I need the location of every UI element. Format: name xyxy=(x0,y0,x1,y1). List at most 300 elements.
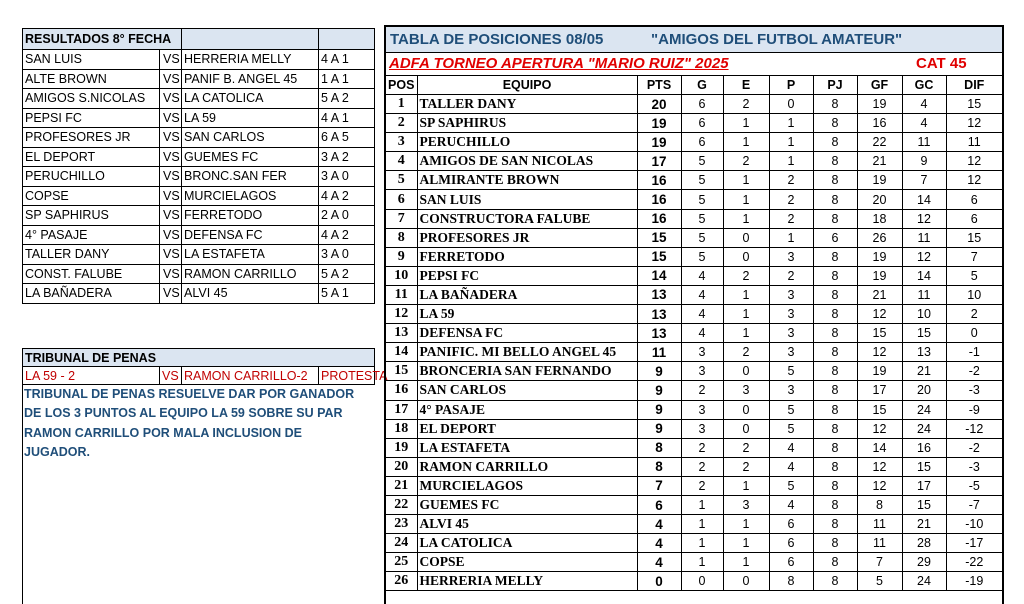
standings-cell-pts: 13 xyxy=(637,285,681,304)
standings-cell-gc: 16 xyxy=(902,438,946,457)
standings-cell-g: 2 xyxy=(681,457,723,476)
standings-cell-g: 1 xyxy=(681,495,723,514)
result-away: LA CATOLICA xyxy=(182,89,319,109)
result-home: 4° PASAJE xyxy=(23,225,160,245)
standings-cell-pj: 8 xyxy=(813,114,857,133)
standings-cell-e: 1 xyxy=(723,285,769,304)
standings-cell-g: 1 xyxy=(681,515,723,534)
standings-cell-pos: 14 xyxy=(386,343,417,362)
standings-cell-pts: 19 xyxy=(637,133,681,152)
standings-cell-e: 1 xyxy=(723,209,769,228)
standings-cell-pos: 21 xyxy=(386,476,417,495)
result-row xyxy=(23,167,375,187)
column-header-pts: PTS xyxy=(637,76,681,95)
standings-cell-team: MURCIELAGOS xyxy=(417,476,637,495)
standings-cell-gf: 12 xyxy=(857,476,902,495)
standings-cell-pos: 16 xyxy=(386,381,417,400)
standings-cell-gf: 21 xyxy=(857,152,902,171)
standings-cell-pts: 15 xyxy=(637,228,681,247)
standings-row xyxy=(386,95,1002,114)
standings-cell-pts: 20 xyxy=(637,95,681,114)
standings-cell-gc: 28 xyxy=(902,534,946,553)
standings-cell-gc: 11 xyxy=(902,285,946,304)
standings-cell-e: 1 xyxy=(723,133,769,152)
standings-cell-team: FERRETODO xyxy=(417,247,637,266)
column-header-gc: GC xyxy=(902,76,946,95)
standings-cell-e: 3 xyxy=(723,381,769,400)
tribunal-ruling-line: RAMON CARRILLO POR MALA INCLUSION DE xyxy=(24,425,302,440)
standings-cell-pos: 11 xyxy=(386,285,417,304)
tribunal-case-status: PROTESTA xyxy=(319,367,375,385)
standings-cell-g: 4 xyxy=(681,266,723,285)
standings-cell-pj: 8 xyxy=(813,266,857,285)
result-vs: VS xyxy=(160,69,182,89)
result-away: RAMON CARRILLO xyxy=(182,264,319,284)
tribunal-ruling-line: JUGADOR. xyxy=(24,444,90,459)
standings-cell-e: 2 xyxy=(723,266,769,285)
standings-cell-p: 5 xyxy=(769,362,813,381)
standings-title-row xyxy=(386,27,1002,53)
standings-cell-dif: 15 xyxy=(946,228,1002,247)
standings-row xyxy=(386,534,1002,553)
result-away: FERRETODO xyxy=(182,206,319,226)
standings-cell-e: 0 xyxy=(723,228,769,247)
standings-cell-gc: 15 xyxy=(902,495,946,514)
standings-row xyxy=(386,266,1002,285)
result-home: PROFESORES JR xyxy=(23,128,160,148)
standings-cell-dif: -2 xyxy=(946,362,1002,381)
standings-cell-gc: 4 xyxy=(902,95,946,114)
standings-cell-p: 2 xyxy=(769,209,813,228)
standings-row xyxy=(386,133,1002,152)
standings-cell-g: 3 xyxy=(681,419,723,438)
standings-cell-g: 6 xyxy=(681,133,723,152)
result-vs: VS xyxy=(160,245,182,265)
column-header-equipo: EQUIPO xyxy=(417,76,637,95)
standings-cell-pj: 8 xyxy=(813,247,857,266)
standings-cell-gf: 12 xyxy=(857,343,902,362)
standings-cell-pos: 12 xyxy=(386,305,417,324)
standings-cell-gf: 15 xyxy=(857,400,902,419)
standings-cell-dif: 5 xyxy=(946,266,1002,285)
standings-cell-e: 1 xyxy=(723,515,769,534)
standings-cell-gc: 14 xyxy=(902,190,946,209)
standings-cell-pj: 8 xyxy=(813,362,857,381)
standings-row xyxy=(386,171,1002,190)
standings-cell-pos: 17 xyxy=(386,400,417,419)
standings-cell-gf: 19 xyxy=(857,247,902,266)
column-header-p: P xyxy=(769,76,813,95)
standings-cell-gc: 21 xyxy=(902,515,946,534)
standings-row xyxy=(386,324,1002,343)
standings-cell-team: LA BAÑADERA xyxy=(417,285,637,304)
standings-cell-g: 5 xyxy=(681,228,723,247)
tribunal-case-home: LA 59 - 2 xyxy=(23,367,160,385)
standings-cell-pj: 8 xyxy=(813,495,857,514)
standings-cell-g: 3 xyxy=(681,362,723,381)
standings-cell-p: 3 xyxy=(769,305,813,324)
standings-cell-gc: 20 xyxy=(902,381,946,400)
standings-cell-dif: -3 xyxy=(946,381,1002,400)
column-header-g: G xyxy=(681,76,723,95)
standings-cell-p: 1 xyxy=(769,114,813,133)
column-header-e: E xyxy=(723,76,769,95)
standings-cell-gf: 19 xyxy=(857,362,902,381)
result-away: SAN CARLOS xyxy=(182,128,319,148)
standings-cell-pj: 8 xyxy=(813,515,857,534)
result-score: 1 A 1 xyxy=(319,69,375,89)
result-score: 4 A 2 xyxy=(319,225,375,245)
standings-cell-g: 1 xyxy=(681,553,723,572)
standings-cell-e: 0 xyxy=(723,400,769,419)
standings-cell-gf: 26 xyxy=(857,228,902,247)
standings-row xyxy=(386,457,1002,476)
result-away: PANIF B. ANGEL 45 xyxy=(182,69,319,89)
tribunal-ruling-line: TRIBUNAL DE PENAS RESUELVE DAR POR GANADOR xyxy=(24,387,355,401)
standings-cell-dif: -1 xyxy=(946,343,1002,362)
standings-cell-g: 4 xyxy=(681,324,723,343)
result-row xyxy=(23,128,375,148)
results-title: RESULTADOS 8° FECHA xyxy=(23,29,182,50)
standings-cell-pos: 22 xyxy=(386,495,417,514)
standings-cell-team: RAMON CARRILLO xyxy=(417,457,637,476)
standings-cell-pj: 8 xyxy=(813,534,857,553)
standings-cell-gf: 16 xyxy=(857,114,902,133)
standings-cell-e: 1 xyxy=(723,324,769,343)
result-score: 3 A 2 xyxy=(319,147,375,167)
column-header-pos: POS xyxy=(386,76,417,95)
standings-cell-gf: 19 xyxy=(857,95,902,114)
column-header-pj: PJ xyxy=(813,76,857,95)
standings-cell-pts: 15 xyxy=(637,247,681,266)
standings-cell-gf: 12 xyxy=(857,305,902,324)
results-table xyxy=(22,28,375,304)
result-away: BRONC.SAN FER xyxy=(182,167,319,187)
standings-cell-gf: 7 xyxy=(857,553,902,572)
standings-cell-p: 4 xyxy=(769,457,813,476)
result-row xyxy=(23,206,375,226)
standings-cell-e: 0 xyxy=(723,362,769,381)
standings-cell-pos: 18 xyxy=(386,419,417,438)
tribunal-header-row xyxy=(23,349,375,367)
standings-cell-team: BRONCERIA SAN FERNANDO xyxy=(417,362,637,381)
standings-cell-pts: 0 xyxy=(637,572,681,591)
standings-cell-pj: 8 xyxy=(813,324,857,343)
standings-cell-p: 8 xyxy=(769,572,813,591)
result-home: COPSE xyxy=(23,186,160,206)
standings-cell-gc: 4 xyxy=(902,114,946,133)
standings-cell-pts: 7 xyxy=(637,476,681,495)
standings-cell-gf: 11 xyxy=(857,515,902,534)
standings-cell-g: 3 xyxy=(681,400,723,419)
result-home: PEPSI FC xyxy=(23,108,160,128)
standings-cell-gc: 12 xyxy=(902,209,946,228)
standings-cell-pj: 8 xyxy=(813,343,857,362)
result-score: 4 A 1 xyxy=(319,108,375,128)
standings-row xyxy=(386,476,1002,495)
standings-cell-gf: 21 xyxy=(857,285,902,304)
standings-cell-dif: 6 xyxy=(946,190,1002,209)
standings-row xyxy=(386,400,1002,419)
standings-cell-pos: 20 xyxy=(386,457,417,476)
standings-cell-dif: 6 xyxy=(946,209,1002,228)
standings-cell-pts: 4 xyxy=(637,515,681,534)
tournament-name: ADFA TORNEO APERTURA "MARIO RUIZ" 2025 xyxy=(389,55,729,72)
standings-cell-p: 2 xyxy=(769,171,813,190)
result-home: EL DEPORT xyxy=(23,147,160,167)
standings-row xyxy=(386,553,1002,572)
standings-cell-gf: 19 xyxy=(857,266,902,285)
standings-cell-dif: -3 xyxy=(946,457,1002,476)
result-home: AMIGOS S.NICOLAS xyxy=(23,89,160,109)
standings-cell-gf: 18 xyxy=(857,209,902,228)
standings-cell-pts: 11 xyxy=(637,343,681,362)
standings-cell-pts: 8 xyxy=(637,457,681,476)
standings-cell-team: EL DEPORT xyxy=(417,419,637,438)
result-vs: VS xyxy=(160,167,182,187)
result-score: 4 A 1 xyxy=(319,50,375,70)
standings-cell-gc: 10 xyxy=(902,305,946,324)
standings-cell-gc: 17 xyxy=(902,476,946,495)
standings-row xyxy=(386,285,1002,304)
standings-cell-p: 6 xyxy=(769,534,813,553)
standings-cell-pj: 8 xyxy=(813,171,857,190)
result-row xyxy=(23,225,375,245)
standings-cell-team: ALMIRANTE BROWN xyxy=(417,171,637,190)
standings-cell-pos: 3 xyxy=(386,133,417,152)
standings-cell-dif: 12 xyxy=(946,114,1002,133)
standings-cell-p: 2 xyxy=(769,190,813,209)
standings-cell-gc: 11 xyxy=(902,133,946,152)
standings-cell-pj: 8 xyxy=(813,209,857,228)
standings-cell-gc: 12 xyxy=(902,247,946,266)
standings-cell-pj: 8 xyxy=(813,95,857,114)
standings-cell-e: 1 xyxy=(723,171,769,190)
standings-cell-p: 1 xyxy=(769,228,813,247)
tribunal-title: TRIBUNAL DE PENAS xyxy=(23,349,375,367)
standings-cell-p: 3 xyxy=(769,324,813,343)
standings-cell-dif: -12 xyxy=(946,419,1002,438)
standings-cell-pos: 26 xyxy=(386,572,417,591)
standings-cell-p: 1 xyxy=(769,133,813,152)
standings-cell-pts: 19 xyxy=(637,114,681,133)
standings-cell-e: 2 xyxy=(723,438,769,457)
results-header-row xyxy=(23,29,375,50)
standings-cell-e: 1 xyxy=(723,190,769,209)
tribunal-ruling-line: DE LOS 3 PUNTOS AL EQUIPO LA 59 SOBRE SU PAR xyxy=(24,406,343,421)
standings-cell-pts: 13 xyxy=(637,324,681,343)
standings-cell-gf: 12 xyxy=(857,457,902,476)
standings-cell-team: GUEMES FC xyxy=(417,495,637,514)
standings-cell-gc: 15 xyxy=(902,457,946,476)
standings-cell-p: 6 xyxy=(769,553,813,572)
standings-cell-e: 2 xyxy=(723,457,769,476)
standings-cell-team: LA 59 xyxy=(417,305,637,324)
standings-cell-pj: 8 xyxy=(813,190,857,209)
standings-cell-g: 1 xyxy=(681,534,723,553)
standings-cell-dif: -22 xyxy=(946,553,1002,572)
standings-cell-pts: 4 xyxy=(637,534,681,553)
results-header-blank xyxy=(319,29,375,50)
result-score: 3 A 0 xyxy=(319,167,375,187)
standings-cell-dif: -2 xyxy=(946,438,1002,457)
standings-cell-e: 1 xyxy=(723,553,769,572)
standings-cell-team: ALVI 45 xyxy=(417,515,637,534)
category-label: CAT 45 xyxy=(916,55,967,72)
result-home: SAN LUIS xyxy=(23,50,160,70)
standings-cell-gc: 14 xyxy=(902,266,946,285)
standings-cell-p: 3 xyxy=(769,343,813,362)
standings-cell-gc: 7 xyxy=(902,171,946,190)
standings-cell-pos: 23 xyxy=(386,515,417,534)
tribunal-case-away: RAMON CARRILLO-2 xyxy=(182,367,319,385)
standings-cell-pts: 6 xyxy=(637,495,681,514)
result-home: CONST. FALUBE xyxy=(23,264,160,284)
tribunal-ruling xyxy=(24,385,374,462)
standings-cell-g: 5 xyxy=(681,171,723,190)
standings-cell-p: 4 xyxy=(769,495,813,514)
standings-cell-pos: 15 xyxy=(386,362,417,381)
result-row xyxy=(23,108,375,128)
standings-cell-g: 2 xyxy=(681,381,723,400)
standings-cell-pos: 19 xyxy=(386,438,417,457)
standings-cell-pj: 8 xyxy=(813,438,857,457)
standings-row xyxy=(386,381,1002,400)
standings-cell-g: 3 xyxy=(681,343,723,362)
standings-cell-team: TALLER DANY xyxy=(417,95,637,114)
standings-cell-gc: 29 xyxy=(902,553,946,572)
result-row xyxy=(23,50,375,70)
standings-cell-pts: 9 xyxy=(637,362,681,381)
standings-row xyxy=(386,190,1002,209)
standings-cell-dif: -10 xyxy=(946,515,1002,534)
standings-cell-pj: 8 xyxy=(813,133,857,152)
standings-title: TABLA DE POSICIONES 08/05 xyxy=(390,31,604,48)
standings-cell-team: PERUCHILLO xyxy=(417,133,637,152)
standings-cell-pts: 17 xyxy=(637,152,681,171)
standings-cell-pos: 2 xyxy=(386,114,417,133)
standings-cell-e: 0 xyxy=(723,247,769,266)
standings-cell-g: 6 xyxy=(681,95,723,114)
standings-cell-pos: 5 xyxy=(386,171,417,190)
result-vs: VS xyxy=(160,108,182,128)
standings-cell-gf: 11 xyxy=(857,534,902,553)
standings-cell-g: 2 xyxy=(681,438,723,457)
standings-cell-e: 1 xyxy=(723,305,769,324)
standings-cell-dif: 12 xyxy=(946,171,1002,190)
standings-cell-pts: 8 xyxy=(637,438,681,457)
standings-row xyxy=(386,247,1002,266)
tribunal-case-vs: VS xyxy=(160,367,182,385)
league-name: "AMIGOS DEL FUTBOL AMATEUR" xyxy=(651,31,903,48)
standings-cell-dif: -7 xyxy=(946,495,1002,514)
standings-cell-gf: 19 xyxy=(857,171,902,190)
result-score: 3 A 0 xyxy=(319,245,375,265)
standings-row xyxy=(386,495,1002,514)
tribunal-table xyxy=(22,348,388,385)
result-away: LA 59 xyxy=(182,108,319,128)
standings-cell-e: 2 xyxy=(723,343,769,362)
standings-cell-pts: 16 xyxy=(637,190,681,209)
result-row xyxy=(23,284,375,304)
standings-cell-team: LA ESTAFETA xyxy=(417,438,637,457)
standings-cell-p: 3 xyxy=(769,381,813,400)
standings-cell-pos: 7 xyxy=(386,209,417,228)
standings-cell-e: 1 xyxy=(723,114,769,133)
result-score: 4 A 2 xyxy=(319,186,375,206)
result-score: 2 A 0 xyxy=(319,206,375,226)
standings-cell-p: 5 xyxy=(769,476,813,495)
standings-cell-pj: 8 xyxy=(813,152,857,171)
standings-cell-pj: 8 xyxy=(813,285,857,304)
standings-cell-gf: 17 xyxy=(857,381,902,400)
standings-cell-dif: 0 xyxy=(946,324,1002,343)
standings-cell-pj: 8 xyxy=(813,419,857,438)
standings-cell-gc: 24 xyxy=(902,419,946,438)
standings-row xyxy=(386,572,1002,591)
standings-cell-pos: 4 xyxy=(386,152,417,171)
standings-cell-pj: 8 xyxy=(813,457,857,476)
standings-row xyxy=(386,419,1002,438)
standings-row xyxy=(386,305,1002,324)
standings-cell-team: COPSE xyxy=(417,553,637,572)
standings-cell-dif: -19 xyxy=(946,572,1002,591)
standings-cell-dif: 2 xyxy=(946,305,1002,324)
standings-cell-p: 2 xyxy=(769,266,813,285)
result-away: LA ESTAFETA xyxy=(182,245,319,265)
standings-cell-p: 5 xyxy=(769,419,813,438)
result-away: DEFENSA FC xyxy=(182,225,319,245)
standings-cell-p: 3 xyxy=(769,247,813,266)
standings-cell-pts: 13 xyxy=(637,305,681,324)
result-score: 5 A 2 xyxy=(319,264,375,284)
standings-cell-pts: 9 xyxy=(637,419,681,438)
standings-cell-team: CONSTRUCTORA FALUBE xyxy=(417,209,637,228)
result-home: TALLER DANY xyxy=(23,245,160,265)
result-vs: VS xyxy=(160,284,182,304)
results-header-blank xyxy=(182,29,319,50)
standings-cell-gc: 15 xyxy=(902,324,946,343)
result-away: MURCIELAGOS xyxy=(182,186,319,206)
left-border-line xyxy=(22,369,23,604)
standings-cell-team: SAN LUIS xyxy=(417,190,637,209)
standings-cell-g: 0 xyxy=(681,572,723,591)
standings-cell-dif: 15 xyxy=(946,95,1002,114)
result-vs: VS xyxy=(160,50,182,70)
standings-cell-e: 2 xyxy=(723,152,769,171)
standings-cell-gc: 21 xyxy=(902,362,946,381)
standings-row xyxy=(386,515,1002,534)
standings-cell-pj: 8 xyxy=(813,476,857,495)
standings-cell-g: 5 xyxy=(681,247,723,266)
standings-cell-pts: 16 xyxy=(637,171,681,190)
result-vs: VS xyxy=(160,89,182,109)
standings-cell-gf: 15 xyxy=(857,324,902,343)
result-score: 5 A 2 xyxy=(319,89,375,109)
standings-cell-pos: 10 xyxy=(386,266,417,285)
standings-cell-p: 6 xyxy=(769,515,813,534)
standings-cell-pos: 6 xyxy=(386,190,417,209)
standings-cell-g: 5 xyxy=(681,152,723,171)
standings-cell-pos: 24 xyxy=(386,534,417,553)
standings-cell-gc: 11 xyxy=(902,228,946,247)
standings-row xyxy=(386,209,1002,228)
result-vs: VS xyxy=(160,128,182,148)
standings-cell-gc: 13 xyxy=(902,343,946,362)
standings-row xyxy=(386,362,1002,381)
standings-cell-e: 0 xyxy=(723,572,769,591)
standings-cell-team: DEFENSA FC xyxy=(417,324,637,343)
